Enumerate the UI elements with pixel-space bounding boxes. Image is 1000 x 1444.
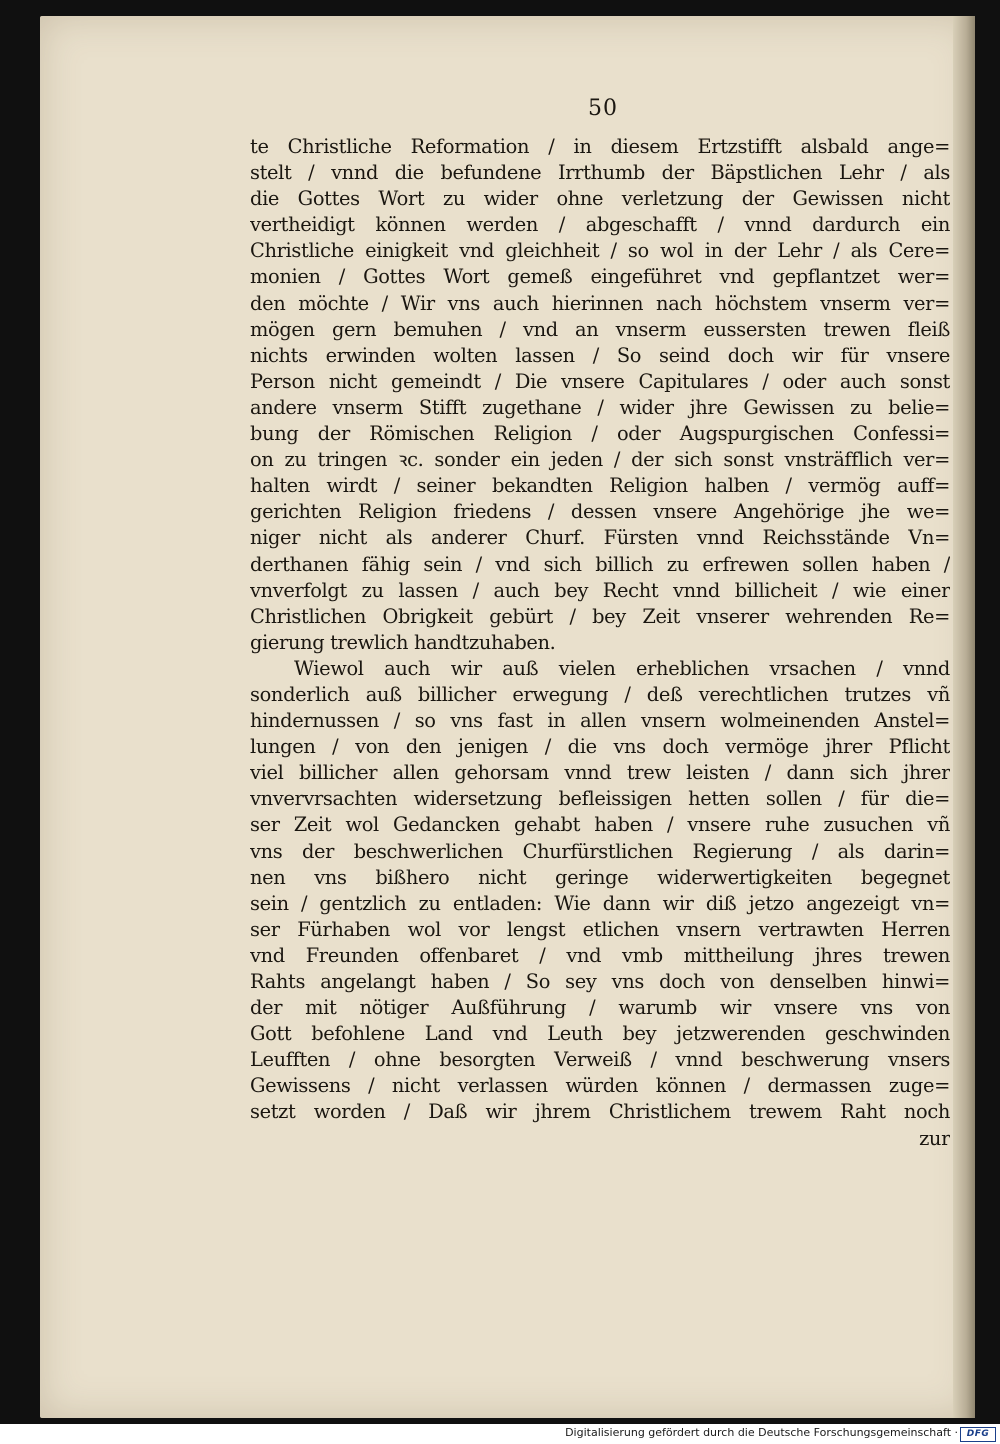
text-line: stelt / vnnd die befundene Irrthumb der Bäpstlichen Lehr / als <box>250 161 950 185</box>
text-line: Christlichen Obrigkeit gebürt / bey Zeit vnserer wehrenden Re= <box>250 604 950 628</box>
text-line: vnverfolgt zu lassen / auch bey Recht vnnd billicheit / wie einer <box>250 578 950 602</box>
dfg-logo-icon: DFG <box>960 1427 996 1442</box>
text-line: vertheidigt können werden / abgeschafft / vnnd dardurch ein <box>250 213 950 237</box>
text-line: sonderlich auß billicher erwegung / deß verechtlichen trutzes vñ <box>250 682 950 706</box>
text-line: ser Fürhaben wol vor lengst etlichen vnsern vertrawten Herren <box>250 917 950 941</box>
catchword: zur <box>919 1126 950 1150</box>
text-line: ser Zeit wol Gedancken gehabt haben / vnsere ruhe zusuchen vñ <box>250 813 950 837</box>
text-line: Gott befohlene Land vnd Leuth bey jetzwerenden geschwinden <box>250 1022 950 1046</box>
book-page <box>40 16 975 1418</box>
text-line: Leufften / ohne besorgten Verweiß / vnnd beschwerung vnsers <box>250 1048 950 1072</box>
text-line-paragraph-start: Wiewol auch wir auß vielen erheblichen vrsachen / vnnd <box>294 656 950 680</box>
text-line: gerichten Religion friedens / dessen vnsere Angehörige jhe we= <box>250 500 950 524</box>
text-line: vnvervrsachten widersetzung befleissigen hetten sollen / für die= <box>250 787 950 811</box>
text-line: halten wirdt / seiner bekandten Religion halben / vermög auff= <box>250 474 950 498</box>
funding-notice: Digitalisierung gefördert durch die Deutsche Forschungsgemeinschaft · <box>565 1426 958 1439</box>
footer-bar <box>0 1424 1000 1444</box>
text-line: die Gottes Wort zu wider ohne verletzung der Gewissen nicht <box>250 187 950 211</box>
text-line: Christliche einigkeit vnd gleichheit / so wol in der Lehr / als Cere= <box>250 239 950 263</box>
text-line-paragraph-end: gierung trewlich handtzuhaben. <box>250 630 556 654</box>
text-line: nichts erwinden wolten lassen / So seind doch wir für vnsere <box>250 343 950 367</box>
text-line: vnd Freunden offenbaret / vnd vmb mittheilung jhres trewen <box>250 943 950 967</box>
page-number: 50 <box>588 96 618 121</box>
text-block <box>250 134 950 1152</box>
text-line: setzt worden / Daß wir jhrem Christlichem trewem Raht noch <box>250 1100 950 1124</box>
text-line: monien / Gottes Wort gemeß eingeführet vnd gepflantzet wer= <box>250 265 950 289</box>
text-line: vns der beschwerlichen Churfürstlichen Regierung / als darin= <box>250 839 950 863</box>
text-line: den möchte / Wir vns auch hierinnen nach höchstem vnserm ver= <box>250 291 950 315</box>
text-line: Person nicht gemeindt / Die vnsere Capitulares / oder auch sonst <box>250 369 950 393</box>
text-line: derthanen fähig sein / vnd sich billich zu erfrewen sollen haben / <box>250 552 950 576</box>
page-gutter <box>953 16 975 1418</box>
text-line: mögen gern bemuhen / vnd an vnserm eussersten trewen fleiß <box>250 317 950 341</box>
text-line: lungen / von den jenigen / die vns doch vermöge jhrer Pflicht <box>250 735 950 759</box>
text-line: viel billicher allen gehorsam vnnd trew leisten / dann sich jhrer <box>250 761 950 785</box>
text-line: andere vnserm Stifft zugethane / wider jhre Gewissen zu belie= <box>250 395 950 419</box>
text-line: niger nicht als anderer Churf. Fürsten vnnd Reichsstände Vn= <box>250 526 950 550</box>
text-line: Rahts angelangt haben / So sey vns doch von denselben hinwi= <box>250 970 950 993</box>
text-line: hindernussen / so vns fast in allen vnsern wolmeinenden Anstel= <box>250 709 950 733</box>
text-line: on zu tringen ꝛc. sonder ein jeden / der sich sonst vnsträfflich ver= <box>250 448 950 472</box>
text-line: te Christliche Reformation / in diesem Ertzstifft alsbald ange= <box>250 135 950 158</box>
text-line: bung der Römischen Religion / oder Augspurgischen Confessi= <box>250 422 950 446</box>
text-line: der mit nötiger Außführung / warumb wir vnsere vns von <box>250 996 950 1020</box>
text-line: Gewissens / nicht verlassen würden können / dermassen zuge= <box>250 1074 950 1098</box>
text-line: nen vns bißhero nicht geringe widerwertigkeiten begegnet <box>250 865 950 889</box>
text-line: sein / gentzlich zu entladen: Wie dann wir diß jetzo angezeigt vn= <box>250 891 950 915</box>
